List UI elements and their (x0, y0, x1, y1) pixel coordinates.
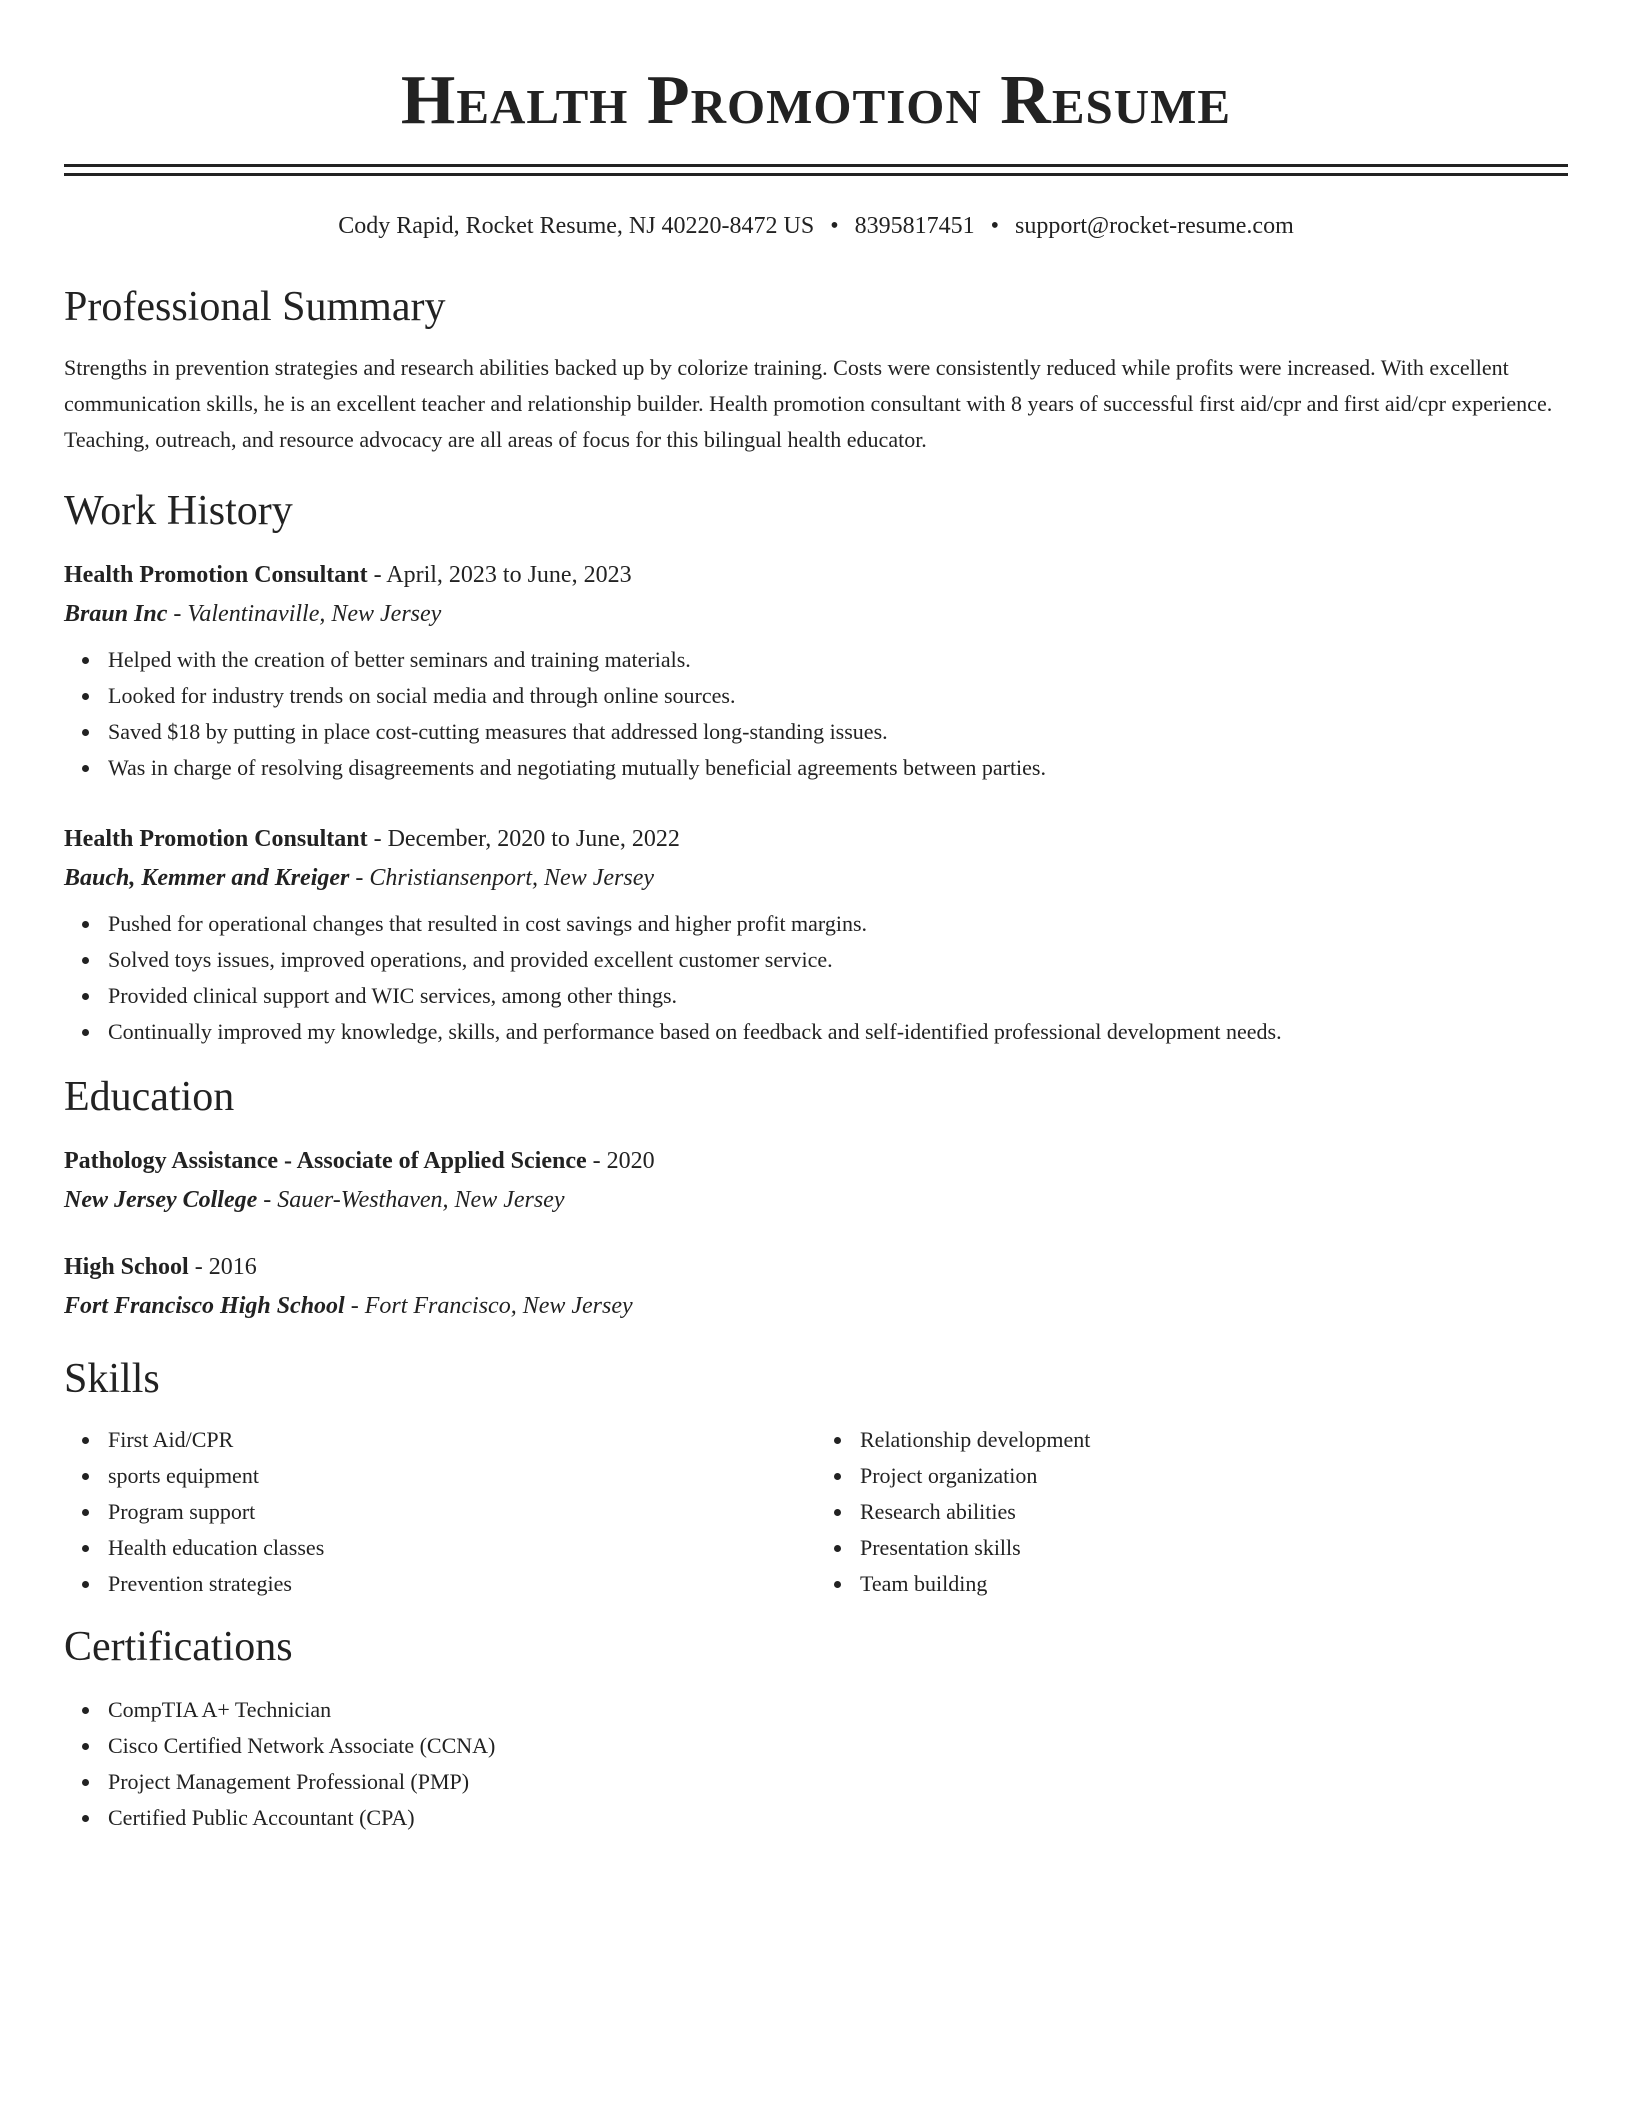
list-item: Program support (108, 1494, 816, 1530)
section-heading-work-history: Work History (64, 488, 293, 534)
job-location: - Valentinaville, New Jersey (167, 601, 442, 627)
job-bullets (64, 906, 1568, 1050)
skills-list-right (816, 1422, 1568, 1602)
list-item: Presentation skills (860, 1530, 1568, 1566)
education-degree-line (64, 1248, 1568, 1286)
education-entry (64, 1248, 1568, 1326)
job-company-line (64, 858, 1568, 898)
contact-address: Cody Rapid, Rocket Resume, NJ 40220-8472 US (338, 213, 815, 239)
list-item: Team building (860, 1566, 1568, 1602)
job-company: Braun Inc (64, 601, 168, 627)
list-item: Project Management Professional (PMP) (108, 1764, 1568, 1800)
list-item: Pushed for operational changes that resulted in cost savings and higher profit margins. (108, 906, 1568, 942)
list-item: Cisco Certified Network Associate (CCNA) (108, 1728, 1568, 1764)
list-item: Research abilities (860, 1494, 1568, 1530)
section-heading-education: Education (64, 1074, 235, 1120)
education-location: - Sauer-Westhaven, New Jersey (257, 1187, 565, 1213)
title-divider-bottom (64, 173, 1568, 176)
job-location: - Christiansenport, New Jersey (349, 865, 654, 891)
education-degree-line (64, 1142, 1568, 1180)
education-location: - Fort Francisco, New Jersey (344, 1293, 633, 1319)
page-title: Health Promotion Resume (400, 62, 1232, 139)
education-entry (64, 1142, 1568, 1220)
education-year: - 2020 (586, 1148, 655, 1174)
education-year: - 2016 (188, 1254, 257, 1280)
job-company: Bauch, Kemmer and Kreiger (64, 865, 350, 891)
education-school: Fort Francisco High School (64, 1293, 345, 1319)
education-school-line (64, 1180, 1568, 1220)
job-entry (64, 556, 1568, 786)
skills-list-left (64, 1422, 816, 1602)
section-heading-summary: Professional Summary (64, 284, 446, 330)
job-entry (64, 820, 1568, 1050)
contact-phone: 8395817451 (854, 213, 975, 239)
list-item: First Aid/CPR (108, 1422, 816, 1458)
list-item: Solved toys issues, improved operations, and provided excellent customer service. (108, 942, 1568, 978)
list-item: Health education classes (108, 1530, 816, 1566)
list-item: Was in charge of resolving disagreements and negotiating mutually beneficial agreements between parties. (108, 750, 1568, 786)
list-item: CompTIA A+ Technician (108, 1692, 1568, 1728)
list-item: Provided clinical support and WIC services, among other things. (108, 978, 1568, 1014)
education-degree: Pathology Assistance - Associate of Applied Science (64, 1148, 587, 1174)
list-item: sports equipment (108, 1458, 816, 1494)
job-title-line (64, 556, 1568, 594)
list-item: Looked for industry trends on social media and through online sources. (108, 678, 1568, 714)
list-item: Saved $18 by putting in place cost-cutting measures that addressed long-standing issues. (108, 714, 1568, 750)
contact-separator: • (830, 213, 839, 239)
title-divider-top (64, 164, 1568, 167)
list-item: Prevention strategies (108, 1566, 816, 1602)
contact-email: support@rocket-resume.com (1015, 213, 1294, 239)
job-dates: - December, 2020 to June, 2022 (367, 826, 680, 852)
skills-columns (64, 1422, 1568, 1602)
list-item: Certified Public Accountant (CPA) (108, 1800, 1568, 1836)
summary-text: Strengths in prevention strategies and research abilities backed up by colorize training. Costs were consistently reduced while profits were increased. With excellent communication skills, he is an excellent teacher and relationship builder. Health promotion consultant with 8 years of successful first aid/cpr and first aid/cpr experience. Teaching, outreach, and resource advocacy are all areas of focus for this bilingual health educator. (64, 355, 1553, 452)
job-bullets (64, 642, 1568, 786)
list-item: Project organization (860, 1458, 1568, 1494)
certifications-list (64, 1692, 1568, 1836)
job-company-line (64, 594, 1568, 634)
list-item: Helped with the creation of better seminars and training materials. (108, 642, 1568, 678)
education-degree: High School (64, 1254, 189, 1280)
job-dates: - April, 2023 to June, 2023 (367, 562, 632, 588)
education-school: New Jersey College (64, 1187, 258, 1213)
job-title: Health Promotion Consultant (64, 826, 368, 852)
education-school-line (64, 1286, 1568, 1326)
contact-separator: • (990, 213, 1000, 239)
contact-line (64, 210, 1568, 242)
list-item: Relationship development (860, 1422, 1568, 1458)
job-title: Health Promotion Consultant (64, 562, 368, 588)
list-item: Continually improved my knowledge, skills, and performance based on feedback and self-identified professional development needs. (108, 1014, 1568, 1050)
job-title-line (64, 820, 1568, 858)
section-heading-skills: Skills (64, 1356, 160, 1402)
section-heading-certifications: Certifications (64, 1624, 293, 1670)
